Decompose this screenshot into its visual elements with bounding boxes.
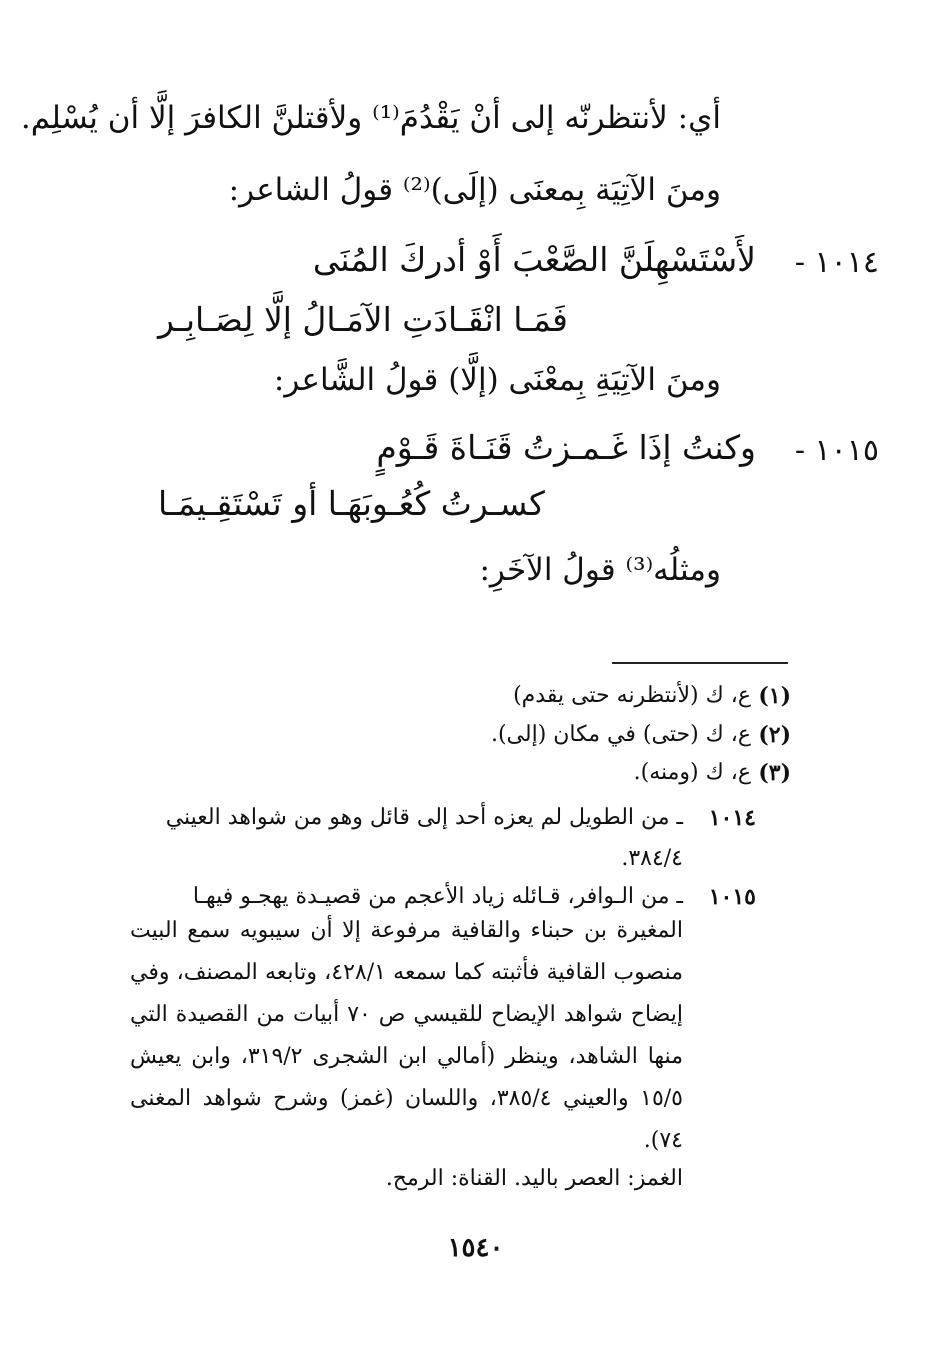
page-number: ١٥٤٠ [447,1233,504,1263]
verse-number-1015: ١٠١٥ - [794,433,879,468]
text-line-3: ومنَ الآتِيَةِ بِمعْنَى (إلَّا) قولُ الشَّاعر: [273,362,721,398]
note-number: ١٠١٤ [708,805,756,831]
verse-1015-hemistich-2: كسـرتُ كُعُـوبَهَـا أو تَسْتَقِـيمَـا [158,484,545,523]
note-line: ـ من الـوافر، قـائله زياد الأعجم من قصيـدة يهجـو فيهـا [192,884,683,909]
footnote-text: ع، ك (حتى) في مكان (إلى). [490,722,751,747]
footnote-separator [612,662,788,664]
footnote-marker: (١) [758,683,791,709]
footnote-marker: (٣) [758,760,791,786]
text-line-1: أي: لأنتظرنّه إلى أنْ يَقْدُمَ⁽¹⁾ ولأقتلنَّ الكافرَ إلَّا أن يُسْلِم. [20,100,721,136]
verse-1014-hemistich-1: لأَسْتَسْهِلَنَّ الصَّعْبَ أَوْ أدركَ المُنَى [312,240,756,279]
text-line-4: ومثلُه⁽³⁾ قولُ الآخَرِ: [479,552,721,588]
note-gloss: الغمز: العصر باليد. القناة: الرمح. [385,1166,683,1191]
footnote-marker: (٢) [758,722,791,748]
note-line: ـ من الطويل لم يعزه أحد إلى قائل وهو من شواهد العيني [165,805,683,830]
verse-number-1014: ١٠١٤ - [794,245,879,280]
verse-1015-hemistich-1: وكنتُ إذَا غَـمـزتُ قَنَـاةَ قَـوْمٍ [376,428,756,467]
footnote-text: ع، ك (لأنتظرنه حتى يقدم) [513,683,751,708]
note-number: ١٠١٥ [708,884,756,910]
note-body: المغيرة بن حبناء والقافية مرفوعة إلا أن سيبويه سمع البيت منصوب القافية فأثبته كما سمعه ٤٢٨/١، وتابعه المصنف، وفي إيضاح شواهد الإيضاح للقيسي ص ٧٠ أبيات من القصيدة التي منها الشاهد، وينظر (أمالي ابن الشجرى ٣١٩/٢، وابن يعيش ١٥/٥ والعيني ٣٨٥/٤، واللسان (غمز) وشرح شواهد المغنى ٧٤). [130,918,683,1153]
footnote-text: ع، ك (ومنه). [633,760,751,785]
verse-1014-hemistich-2: فَمَـا انْقَـادَتِ الآمَـالُ إلَّا لِصَـابِـر [158,300,568,339]
note-line: ٣٨٤/٤. [621,846,683,871]
text-line-2: ومنَ الآتِيَة بِمعنَى (إلَى)⁽²⁾ قولُ الشاعر: [228,172,721,208]
